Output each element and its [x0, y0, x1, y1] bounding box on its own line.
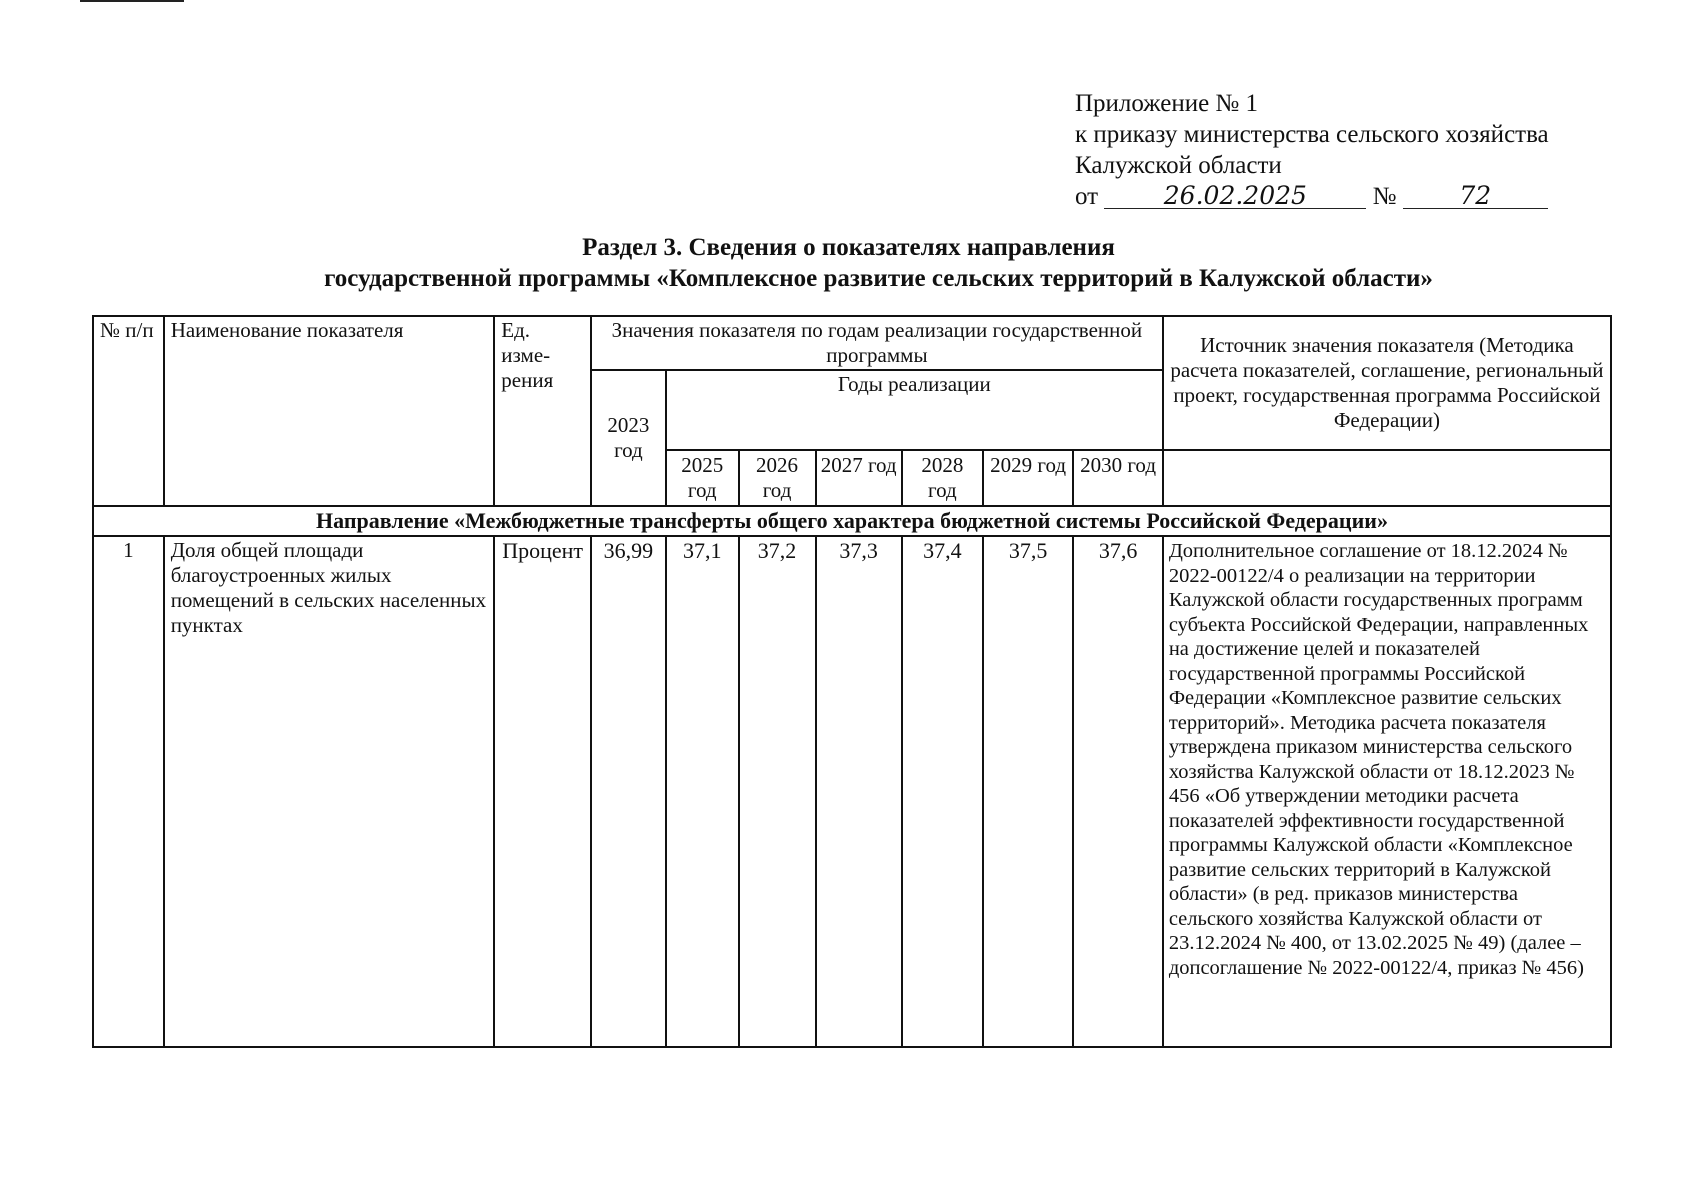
header-values-group: Значения показателя по годам реализации государственной программы: [591, 316, 1163, 370]
header-year: 2026 год: [739, 450, 816, 506]
appendix-title: Приложение № 1: [1075, 90, 1259, 117]
indicators-table: [92, 315, 1612, 1048]
header-base-year: 2023 год: [591, 370, 666, 506]
header-year: 2029 год: [983, 450, 1073, 506]
year-value: 37,2: [739, 536, 816, 1047]
header-year: 2028 год: [902, 450, 983, 506]
indicator-source: Дополнительное соглашение от 18.12.2024 № 2022-00122/4 о реализации на территории Калужской области государственных программ субъекта Российской Федерации, направленных на достижение целей и показателей государственной программы Российской Федерации «Комплексное развитие сельских территорий». Методика расчета показателя утверждена приказом министерства сельского хозяйства Калужской области от 18.12.2023 № 456 «Об утверждении методики расчета показателей эффективности государственной программы Калужской области «Комплексное развитие сельских территорий в Калужской области» (в ред. приказов министерства сельского хозяйства Калужской области от 23.12.2024 № 400, от 13.02.2025 № 49) (далее – допсоглашение № 2022-00122/4, приказ № 456): [1163, 536, 1611, 1047]
section-title: [0, 232, 1697, 294]
header-unit: Ед. изме- рения: [494, 316, 591, 506]
top-rule: [80, 0, 184, 2]
header-year: 2027 год: [816, 450, 902, 506]
row-number: 1: [93, 536, 164, 1047]
indicator-name: Доля общей площади благоустроенных жилых помещений в сельских населенных пунктах: [164, 536, 495, 1047]
header-num: № п/п: [93, 316, 164, 506]
year-value: 37,6: [1073, 536, 1163, 1047]
order-date: 26.02.2025: [1104, 184, 1366, 209]
appendix-order-line: к приказу министерства сельского хозяйства: [1075, 121, 1549, 148]
header-years-group: Годы реализации: [666, 370, 1163, 450]
year-value: 37,1: [666, 536, 739, 1047]
appendix-block: [1075, 88, 1635, 212]
header-source: Источник значения показателя (Методика расчета показателей, соглашение, региональный проект, государственная программа Российской Федерации): [1163, 316, 1611, 450]
header-name: Наименование показателя: [164, 316, 495, 506]
table-row: [93, 536, 1611, 1047]
date-prefix: от: [1075, 183, 1099, 210]
section-title-line2: государственной программы «Комплексное развитие сельских территорий в Калужской области»: [324, 265, 1433, 292]
section-title-line1: Раздел 3. Сведения о показателях направления: [582, 234, 1115, 261]
year-value: 37,3: [816, 536, 902, 1047]
header-year: 2030 год: [1073, 450, 1163, 506]
header-source-empty: [1163, 450, 1611, 506]
direction-row: Направление «Межбюджетные трансферты общего характера бюджетной системы Российской Федерации»: [93, 506, 1611, 536]
header-year: 2025 год: [666, 450, 739, 506]
order-number: 72: [1403, 184, 1548, 209]
indicator-unit: Процент: [494, 536, 591, 1047]
year-value: 37,5: [983, 536, 1073, 1047]
appendix-region-line: Калужской области: [1075, 152, 1282, 179]
number-prefix: №: [1372, 183, 1397, 210]
base-year-value: 36,99: [591, 536, 666, 1047]
appendix-date-line: [1075, 181, 1635, 212]
year-value: 37,4: [902, 536, 983, 1047]
